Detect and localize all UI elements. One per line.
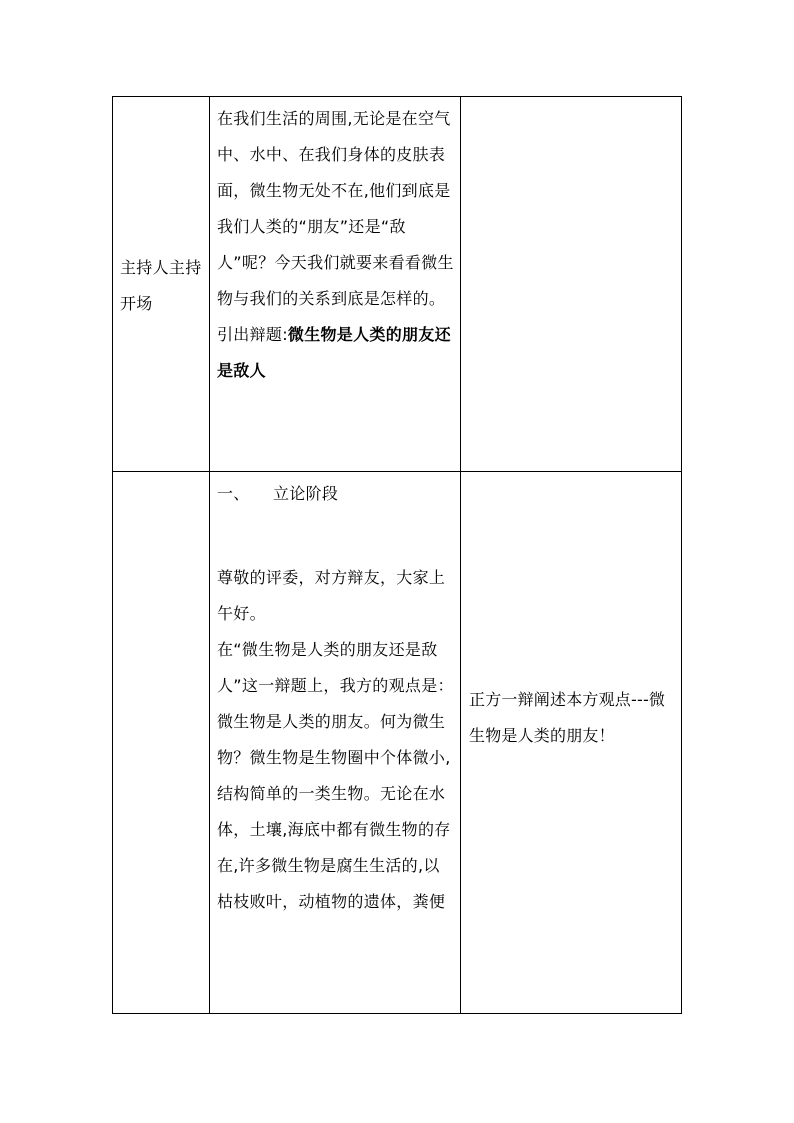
table-row-stage-one [113,472,682,1014]
debate-outline-table [112,96,682,1014]
notes-text [461,97,681,101]
cell-notes [461,97,682,472]
cell-segment-name [113,97,210,472]
cell-notes [461,472,682,1014]
debate-topic: 微生物是人类的朋友还是敌人 [217,325,451,380]
stage-title: 立论阶段 [273,484,339,503]
argument-text: 在“微生物是人类的朋友还是敌人”这一辩题上，我方的观点是：微生物是人类的朋友。何为微生物？微生物是生物圈中个体微小,结构简单的一类生物。无论在水体，土壤,海底中都有微生物的存在,许多微生物是腐生生活的,以枯枝败叶，动植物的遗体，粪便 [217,640,454,911]
stage-heading [217,476,454,512]
notes-text: 正方一辩阐述本方观点---微生物是人类的朋友！ [469,690,666,745]
cell-content [210,472,461,1014]
stage-number: 一、 [217,484,250,503]
cell-segment-name [113,472,210,1014]
segment-label [113,472,209,476]
blank-line [217,512,454,560]
segment-label: 主持人主持开场 [120,258,202,313]
table-row-opening [113,97,682,472]
greeting-text: 尊敬的评委，对方辩友，大家上午好。 [217,568,446,623]
cell-content [210,97,461,472]
opening-text: 在我们生活的周围,无论是在空气中、水中、在我们身体的皮肤表面，微生物无处不在,他们到底是我们人类的“朋友”还是“敌人”呢？今天我们就要来看看微生物与我们的关系到底是怎样的。引出辩题: [217,109,454,344]
